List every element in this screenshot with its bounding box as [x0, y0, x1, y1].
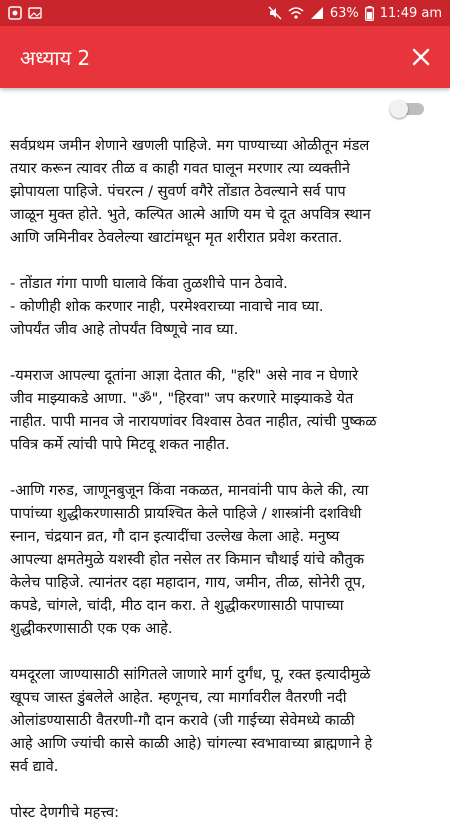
- text-line: -आणि गरुड, जाणूनबुजून किंवा नकळत, मानवांनी पाप केले की, त्या: [10, 482, 369, 499]
- paragraph: [10, 272, 440, 341]
- text-line: पोस्ट देणगीचे महत्त्व:: [10, 804, 120, 821]
- text-line: स्नान, चंद्रयान व्रत, गौ दान इत्यादींचा उल्लेख केला आहे. मनुष्य: [10, 528, 340, 545]
- text-line: -यमराज आपल्या दूतांना आज्ञा देतात की, "हरि" असे नाव न घेणारे: [10, 367, 359, 384]
- text-line: यमदूरला जाण्यासाठी सांगितले जाणारे मार्ग दुर्गंध, पू, रक्त इत्यादीमुळे: [10, 666, 371, 683]
- close-icon: [412, 48, 430, 66]
- text-line: - कोणीही शोक करणार नाही, परमेश्वराच्या नावाचे नाव घ्या.: [10, 298, 324, 315]
- toggle-switch[interactable]: [390, 100, 424, 116]
- text-line: खूपच जास्त डुंबलेले आहेत. म्हणूनच, त्या मार्गावरील वैतरणी नदी: [10, 689, 347, 706]
- text-line: ओलांडण्यासाठी वैतरणी-गौ दान करावे (जी गाईच्या सेवेमध्ये काळी: [10, 712, 355, 729]
- text-line: आपल्या क्षमतेमुळे यशस्वी होत नसेल तर किमान चौथाई यांचे कौतुक: [10, 551, 365, 568]
- status-right: [268, 6, 442, 21]
- signal-icon: [310, 6, 324, 20]
- text-line: आहे आणि ज्यांची कासे काळी आहे) चांगल्या स्वभावाच्या ब्राह्मणाने हे: [10, 735, 373, 752]
- gallery-icon: [28, 6, 42, 20]
- close-button[interactable]: [406, 42, 436, 72]
- page-title: अध्याय 2: [20, 45, 91, 70]
- text-line: कपडे, चांगले, चांदी, मीठ दान करा. ते शुद्धीकरणासाठी पापाच्या: [10, 597, 344, 614]
- text-line: केलेच पाहिजे. त्यानंतर दहा महादान, गाय, जमीन, तीळ, सोनेरी तूप,: [10, 574, 366, 591]
- app-bar: [0, 26, 450, 88]
- paragraph: [10, 134, 440, 249]
- text-line: झोपायला पाहिजे. पंचरत्न / सुवर्ण वगैरे तोंडात ठेवल्याने सर्व पाप: [10, 183, 346, 200]
- paragraph: [10, 479, 440, 640]
- text-line: पवित्र कर्मे त्यांची पापे मिटवू शकत नाहीत.: [10, 436, 230, 453]
- text-line: जाळून मुक्त होते. भुते, कल्पित आत्मे आणि यम चे दूत अपवित्र स्थान: [10, 206, 371, 223]
- toggle-row: [0, 88, 450, 130]
- text-line: जीव माझ्याकडे आणा. "ॐ", "हिरवा" जप करणारे माझ्याकडे येत: [10, 390, 354, 407]
- chapter-text: [0, 130, 450, 824]
- chapter-content[interactable]: [0, 88, 450, 821]
- text-line: सर्व द्यावे.: [10, 758, 59, 775]
- clock: 11:49 am: [379, 5, 442, 21]
- text-line: आणि जमिनीवर ठेवलेल्या खाटांमधून मृत शरीरात प्रवेश करतात.: [10, 229, 343, 246]
- text-line: शुद्धीकरणासाठी एक एक आहे.: [10, 620, 173, 637]
- wifi-icon: [288, 6, 304, 20]
- paragraph: [10, 364, 440, 456]
- text-line: सर्वप्रथम जमीन शेणाने खणली पाहिजे. मग पाण्याच्या ओळीतून मंडल: [10, 137, 370, 154]
- paragraph: [10, 801, 440, 824]
- battery-percent: 63%: [329, 5, 359, 21]
- mute-icon: [268, 6, 282, 20]
- text-line: तयार करून त्यावर तीळ व काही गवत घालून मरणार त्या व्यक्तीने: [10, 160, 350, 177]
- status-bar: [0, 0, 450, 26]
- text-line: पापांच्या शुद्धीकरणासाठी प्रायश्चित केले पाहिजे / शास्त्रांनी दशविधी: [10, 505, 362, 522]
- text-line: - तोंडात गंगा पाणी घालावे किंवा तुळशीचे पान ठेवावे.: [10, 275, 288, 292]
- toggle-thumb: [390, 100, 408, 118]
- battery-icon: [365, 6, 374, 21]
- text-line: जोपर्यंत जीव आहे तोपर्यंत विष्णूचे नाव घ्या.: [10, 321, 239, 338]
- text-line: नाहीत. पापी मानव जे नारायणांवर विश्वास ठेवत नाहीत, त्यांची पुष्कळ: [10, 413, 377, 430]
- notification-icon: [8, 6, 22, 20]
- paragraph: [10, 663, 440, 778]
- status-left: [8, 6, 42, 20]
